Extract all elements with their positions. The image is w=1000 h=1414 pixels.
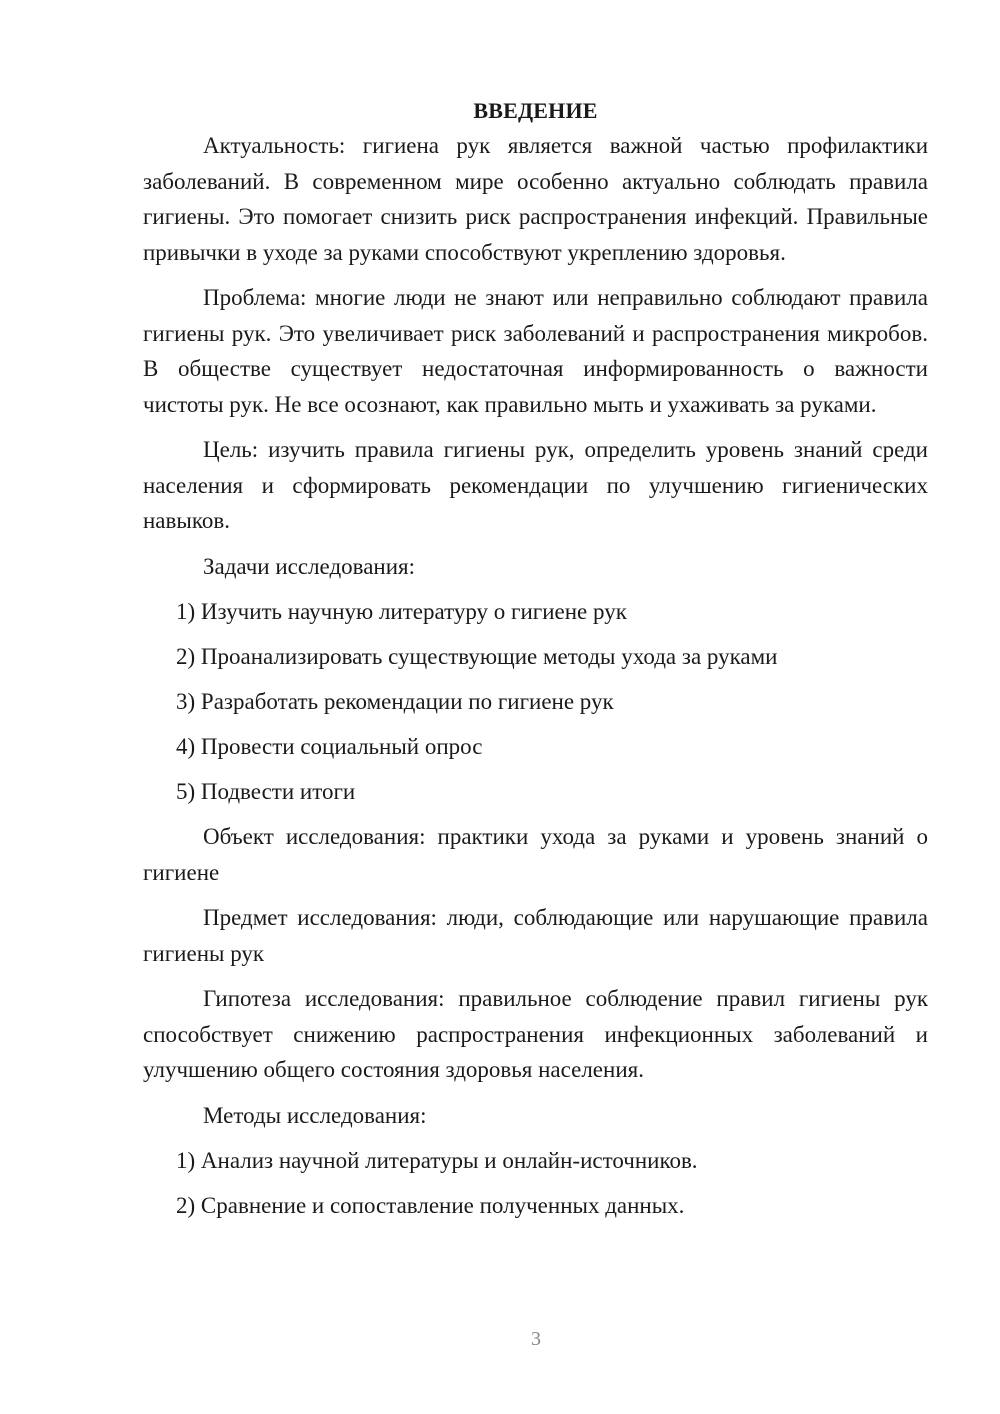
methods-list (143, 1143, 928, 1224)
subject-paragraph: Предмет исследования: люди, соблюдающие или нарушающие правила гигиены рук (143, 905, 928, 966)
hypothesis-paragraph: Гипотеза исследования: правильное соблюдение правил гигиены рук способствует снижению распространения инфекционных заболеваний и улучшению общего состояния здоровья населения. (143, 986, 928, 1082)
list-item: 4) Провести социальный опрос (176, 733, 483, 759)
list-item: 3) Разработать рекомендации по гигиене рук (176, 688, 614, 714)
tasks-heading: Задачи исследования: (203, 553, 416, 579)
list-item: 2) Проанализировать существующие методы ухода за руками (176, 643, 778, 669)
tasks-list (143, 594, 928, 810)
page-content (143, 93, 928, 1223)
methods-heading: Методы исследования: (203, 1102, 427, 1128)
list-item: 1) Изучить научную литературу о гигиене рук (176, 598, 627, 624)
problem-paragraph: Проблема: многие люди не знают или неправильно соблюдают правила гигиены рук. Это увеличивает риск заболеваний и распространения микробов. В обществе существует недостаточная информированность о важности чистоты рук. Не все осознают, как правильно мыть и ухаживать за руками. (143, 285, 928, 417)
page-title: ВВЕДЕНИЕ (473, 98, 598, 123)
page-number: 3 (531, 1328, 541, 1350)
list-item: 1) Анализ научной литературы и онлайн-источников. (176, 1147, 698, 1173)
list-item: 5) Подвести итоги (176, 778, 356, 804)
object-paragraph: Объект исследования: практики ухода за руками и уровень знаний о гигиене (143, 824, 928, 885)
goal-paragraph: Цель: изучить правила гигиены рук, определить уровень знаний среди населения и сформировать рекомендации по улучшению гигиенических навыков. (143, 437, 928, 533)
list-item: 2) Сравнение и сопоставление полученных данных. (176, 1192, 685, 1218)
relevance-paragraph: Актуальность: гигиена рук является важной частью профилактики заболеваний. В современном мире особенно актуально соблюдать правила гигиены. Это помогает снизить риск распространения инфекций. Правильные привычки в уходе за руками способствуют укреплению здоровья. (143, 133, 928, 265)
